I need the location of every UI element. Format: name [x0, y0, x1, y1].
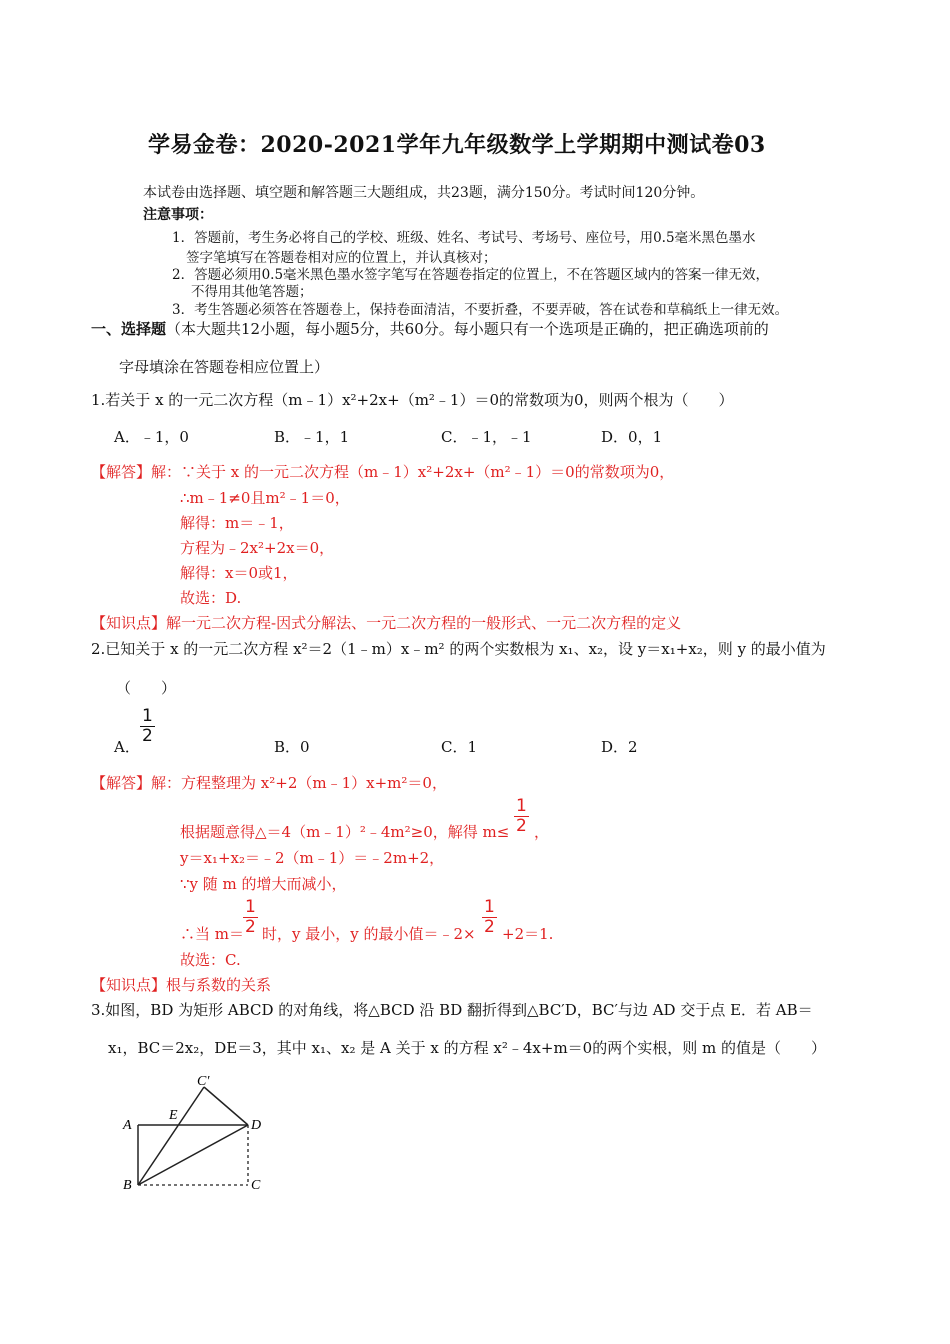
q2-sol-1: 解：方程整理为 x²+2（m﹣1）x+m²＝0， — [151, 774, 447, 792]
q2-solution-line — [91, 772, 447, 793]
label-c: C — [251, 1178, 261, 1193]
q1-option-b: B．﹣1，1 — [274, 428, 350, 446]
label-b: B — [123, 1178, 132, 1193]
q2-sol-3: y＝x₁+x₂＝﹣2（m﹣1）＝﹣2m+2， — [180, 849, 445, 867]
q1-sol-3: 解得：m＝﹣1， — [180, 514, 294, 532]
diagonal-bd — [138, 1125, 248, 1185]
fraction-numerator: 1 — [142, 706, 153, 726]
q1-solution-tag: 【解答】 — [91, 463, 152, 481]
q2-kp-tag: 【知识点】 — [91, 976, 167, 994]
label-a: A — [123, 1118, 132, 1133]
q2-sol-2-end: ， — [534, 823, 550, 841]
q2-option-c: C．1 — [441, 738, 478, 756]
edge-c-prime-d — [204, 1087, 248, 1125]
q1-sol-6: 故选：D. — [180, 589, 242, 607]
q1-sol-4: 方程为﹣2x²+2x＝0， — [180, 539, 335, 557]
note-1b: 签字笔填写在答题卷相对应的位置上，并认真核对； — [186, 250, 497, 266]
q2-option-b: B．0 — [274, 738, 310, 756]
q1-stem: 1.若关于 x 的一元二次方程（m﹣1）x²+2x+（m²﹣1）＝0的常数项为0，则两个根为（ ） — [91, 391, 734, 409]
section-desc: （本大题共12小题，每小题5分，共60分。每小题只有一个选项是正确的，把正确选项前的 — [166, 320, 769, 338]
q2-sol-4: ∵y 随 m 的增大而减小， — [180, 875, 347, 893]
q2-stem: 2.已知关于 x 的一元二次方程 x²＝2（1﹣m）x﹣m² 的两个实数根为 x₁、x₂，设 y＝x₁+x₂，则 y 的最小值为 — [91, 640, 826, 658]
q1-kp-tag: 【知识点】 — [91, 614, 167, 632]
label-e: E — [169, 1108, 178, 1123]
q1-option-a: A．﹣1，0 — [114, 428, 189, 446]
q2-option-a-label: A． — [114, 738, 140, 756]
q1-sol-2: ∴m﹣1≠0且m²﹣1＝0， — [180, 489, 350, 507]
q2-sol-5a: ∴当 m＝ — [180, 925, 244, 943]
q2-stem-cont: （ ） — [116, 679, 177, 697]
section-desc-cont: 字母填涂在答题卷相应位置上） — [119, 358, 330, 376]
q3-geometry-figure — [115, 1070, 275, 1200]
q2-sol-6: 故选：C. — [180, 951, 241, 969]
fraction-denominator: 2 — [484, 917, 495, 937]
section-title: 一、选择题 — [91, 320, 167, 338]
q2-kp-text: 根与系数的关系 — [166, 976, 272, 994]
fraction-denominator: 2 — [516, 816, 527, 836]
intro-text: 本试卷由选择题、填空题和解答题三大题组成，共23题，满分150分。考试时间120分钟。 — [143, 185, 705, 201]
note-3: 3．考生答题必须答在答题卷上，保持卷面清洁，不要折叠，不要弄破，答在试卷和草稿纸上一律无效。 — [172, 302, 789, 318]
label-c-prime: C′ — [197, 1074, 210, 1089]
fraction-numerator: 1 — [484, 897, 495, 917]
edge-bc-prime — [138, 1087, 204, 1185]
q2-sol-2: 根据题意得△＝4（m﹣1）²﹣4m²≥0，解得 m≤ — [180, 823, 510, 841]
q2-sol-5c: +2＝1. — [502, 925, 554, 943]
note-1a: 1．答题前，考生务必将自己的学校、班级、姓名、考试号、考场号、座位号，用0.5毫米黑色墨水 — [172, 230, 756, 246]
q1-sol-1: 解：∵关于 x 的一元二次方程（m﹣1）x²+2x+（m²﹣1）＝0的常数项为0， — [151, 463, 675, 481]
q2-sol-2-fraction — [514, 797, 529, 836]
notes-heading: 注意事项： — [143, 207, 213, 223]
q2-sol-5-fraction-b — [482, 898, 497, 937]
fraction-denominator: 2 — [245, 917, 256, 937]
section-heading — [91, 318, 769, 339]
q1-kp-text: 解一元二次方程-因式分解法、一元二次方程的一般形式、一元二次方程的定义 — [166, 614, 682, 632]
q2-sol-5b: 时，y 最小，y 的最小值＝﹣2× — [262, 925, 476, 943]
fraction-numerator: 1 — [516, 796, 527, 816]
q1-option-c: C．﹣1，﹣1 — [441, 428, 532, 446]
q1-sol-5: 解得：x＝0或1， — [180, 564, 298, 582]
q1-knowledge — [91, 612, 681, 633]
fraction-numerator: 1 — [245, 897, 256, 917]
page-title: 学易金卷：2020-2021学年九年级数学上学期期中测试卷03 — [148, 132, 766, 158]
label-d: D — [251, 1118, 262, 1133]
q3-stem: 3.如图，BD 为矩形 ABCD 的对角线，将△BCD 沿 BD 翻折得到△BC′D，BC′与边 AD 交于点 E．若 AB＝ — [91, 1001, 813, 1019]
q3-stem-cont: x₁，BC＝2x₂，DE＝3，其中 x₁、x₂ 是 A 关于 x 的方程 x²﹣4x+m＝0的两个实根，则 m 的值是（ ） — [108, 1039, 826, 1057]
note-2b: 不得用其他笔答题； — [191, 284, 313, 300]
q1-option-d: D．0，1 — [601, 428, 663, 446]
note-2a: 2．答题必须用0.5毫米黑色墨水签字笔写在答题卷指定的位置上，不在答题区域内的答案一律无效， — [172, 267, 770, 283]
q1-solution-line — [91, 461, 674, 482]
q2-option-a-fraction — [140, 707, 155, 746]
q2-solution-tag: 【解答】 — [91, 774, 152, 792]
q2-sol-5-fraction-a — [243, 898, 258, 937]
fraction-denominator: 2 — [142, 726, 153, 746]
q2-option-d: D．2 — [601, 738, 638, 756]
q2-knowledge — [91, 974, 271, 995]
